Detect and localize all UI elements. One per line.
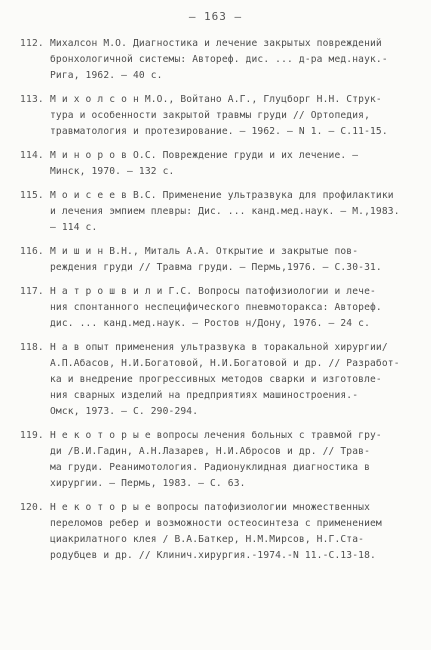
bibliography-entry	[20, 36, 418, 84]
entry-number: 113.	[20, 94, 44, 105]
bibliography-entry	[20, 92, 418, 140]
entry-line: ния спонтанного неспецифического пневмоторакса: Автореф.	[50, 302, 382, 313]
entry-line: дис. ... канд.мед.наук. – Ростов н/Дону, 1976. – 24 с.	[50, 318, 370, 329]
entry-text	[50, 92, 418, 140]
entry-number: 116.	[20, 246, 44, 257]
entry-number: 117.	[20, 286, 44, 297]
entry-line: Михалсон М.О. Диагностика и лечение закрытых повреждений	[50, 38, 382, 49]
entry-line: травматология и протезирование. – 1962. – N 1. – С.11-15.	[50, 126, 388, 137]
entry-text	[50, 500, 418, 564]
entry-text	[50, 188, 418, 236]
entry-line: Н е к о т о р ы е вопросы патофизиологии множественных	[50, 502, 370, 513]
entry-number: 112.	[20, 38, 44, 49]
bibliography-entry	[20, 148, 418, 180]
entry-line: хирургии. – Пермь, 1983. – С. 63.	[50, 478, 246, 489]
entry-line: реждения груди // Травма груди. – Пермь,1976. – С.30-31.	[50, 262, 382, 273]
bibliography-entry	[20, 428, 418, 492]
entry-line: Омск, 1973. – С. 290-294.	[50, 406, 199, 417]
bibliography-entry	[20, 284, 418, 332]
entry-line: и лечения эмпием плевры: Дис. ... канд.мед.наук. – М.,1983.	[50, 206, 400, 217]
entry-line: А.П.Абасов, Н.И.Богатовой, Н.И.Богатовой и др. // Разработ-	[50, 358, 400, 369]
entry-text	[50, 340, 418, 420]
entry-line: Н е к о т о р ы е вопросы лечения больных с травмой гру-	[50, 430, 382, 441]
entry-line: М и ш и н В.Н., Миталь А.А. Открытие и закрытые пов-	[50, 246, 359, 257]
entry-text	[50, 284, 418, 332]
entry-text	[50, 428, 418, 492]
bibliography-entry	[20, 340, 418, 420]
entry-line: Н а в опыт применения ультразвука в торакальной хирургии/	[50, 342, 388, 353]
page-number: – 163 –	[188, 10, 243, 23]
entry-number: 119.	[20, 430, 44, 441]
entry-line: М и х о л с о н М.О., Войтано А.Г., Глуцборг Н.Н. Струк-	[50, 94, 382, 105]
entry-line: ди /В.И.Гадин, А.Н.Лазарев, Н.И.Абросов и др. // Трав-	[50, 446, 370, 457]
entry-line: ния сварных изделий на предприятиях машиностроения.-	[50, 390, 359, 401]
entry-line: ма груди. Реанимотология. Радионуклидная диагностика в	[50, 462, 370, 473]
bibliography-entry	[20, 244, 418, 276]
entry-number: 118.	[20, 342, 44, 353]
bibliography-entry	[20, 188, 418, 236]
entry-line: ка и внедрение прогрессивных методов сварки и изготовле-	[50, 374, 382, 385]
bibliography-list	[20, 36, 418, 572]
entry-line: М и н о р о в О.С. Повреждение груди и их лечение. –	[50, 150, 359, 161]
entry-line: родубцев и др. // Клинич.хирургия.-1974.-N 11.-С.13-18.	[50, 550, 376, 561]
entry-line: – 114 с.	[50, 222, 98, 233]
entry-line: бронхологичной системы: Автореф. дис. ... д-ра мед.наук.-	[50, 54, 388, 65]
entry-number: 120.	[20, 502, 44, 513]
entry-text	[50, 36, 418, 84]
entry-line: переломов ребер и возможности остеосинтеза с применением	[50, 518, 382, 529]
entry-line: Минск, 1970. – 132 с.	[50, 166, 175, 177]
entry-number: 115.	[20, 190, 44, 201]
entry-text	[50, 148, 418, 180]
entry-line: М о и с е е в В.С. Применение ультразвука для профилактики	[50, 190, 394, 201]
bibliography-entry	[20, 500, 418, 564]
entry-number: 114.	[20, 150, 44, 161]
entry-line: Рига, 1962. – 40 с.	[50, 70, 163, 81]
entry-text	[50, 244, 418, 276]
entry-line: циакрилатного клея / В.А.Баткер, Н.М.Мирсов, Н.Г.Ста-	[50, 534, 365, 545]
entry-line: тура и особенности закрытой травмы груди // Ортопедия,	[50, 110, 370, 121]
entry-line: Н а т р о ш в и л и Г.С. Вопросы патофизиологии и лече-	[50, 286, 376, 297]
